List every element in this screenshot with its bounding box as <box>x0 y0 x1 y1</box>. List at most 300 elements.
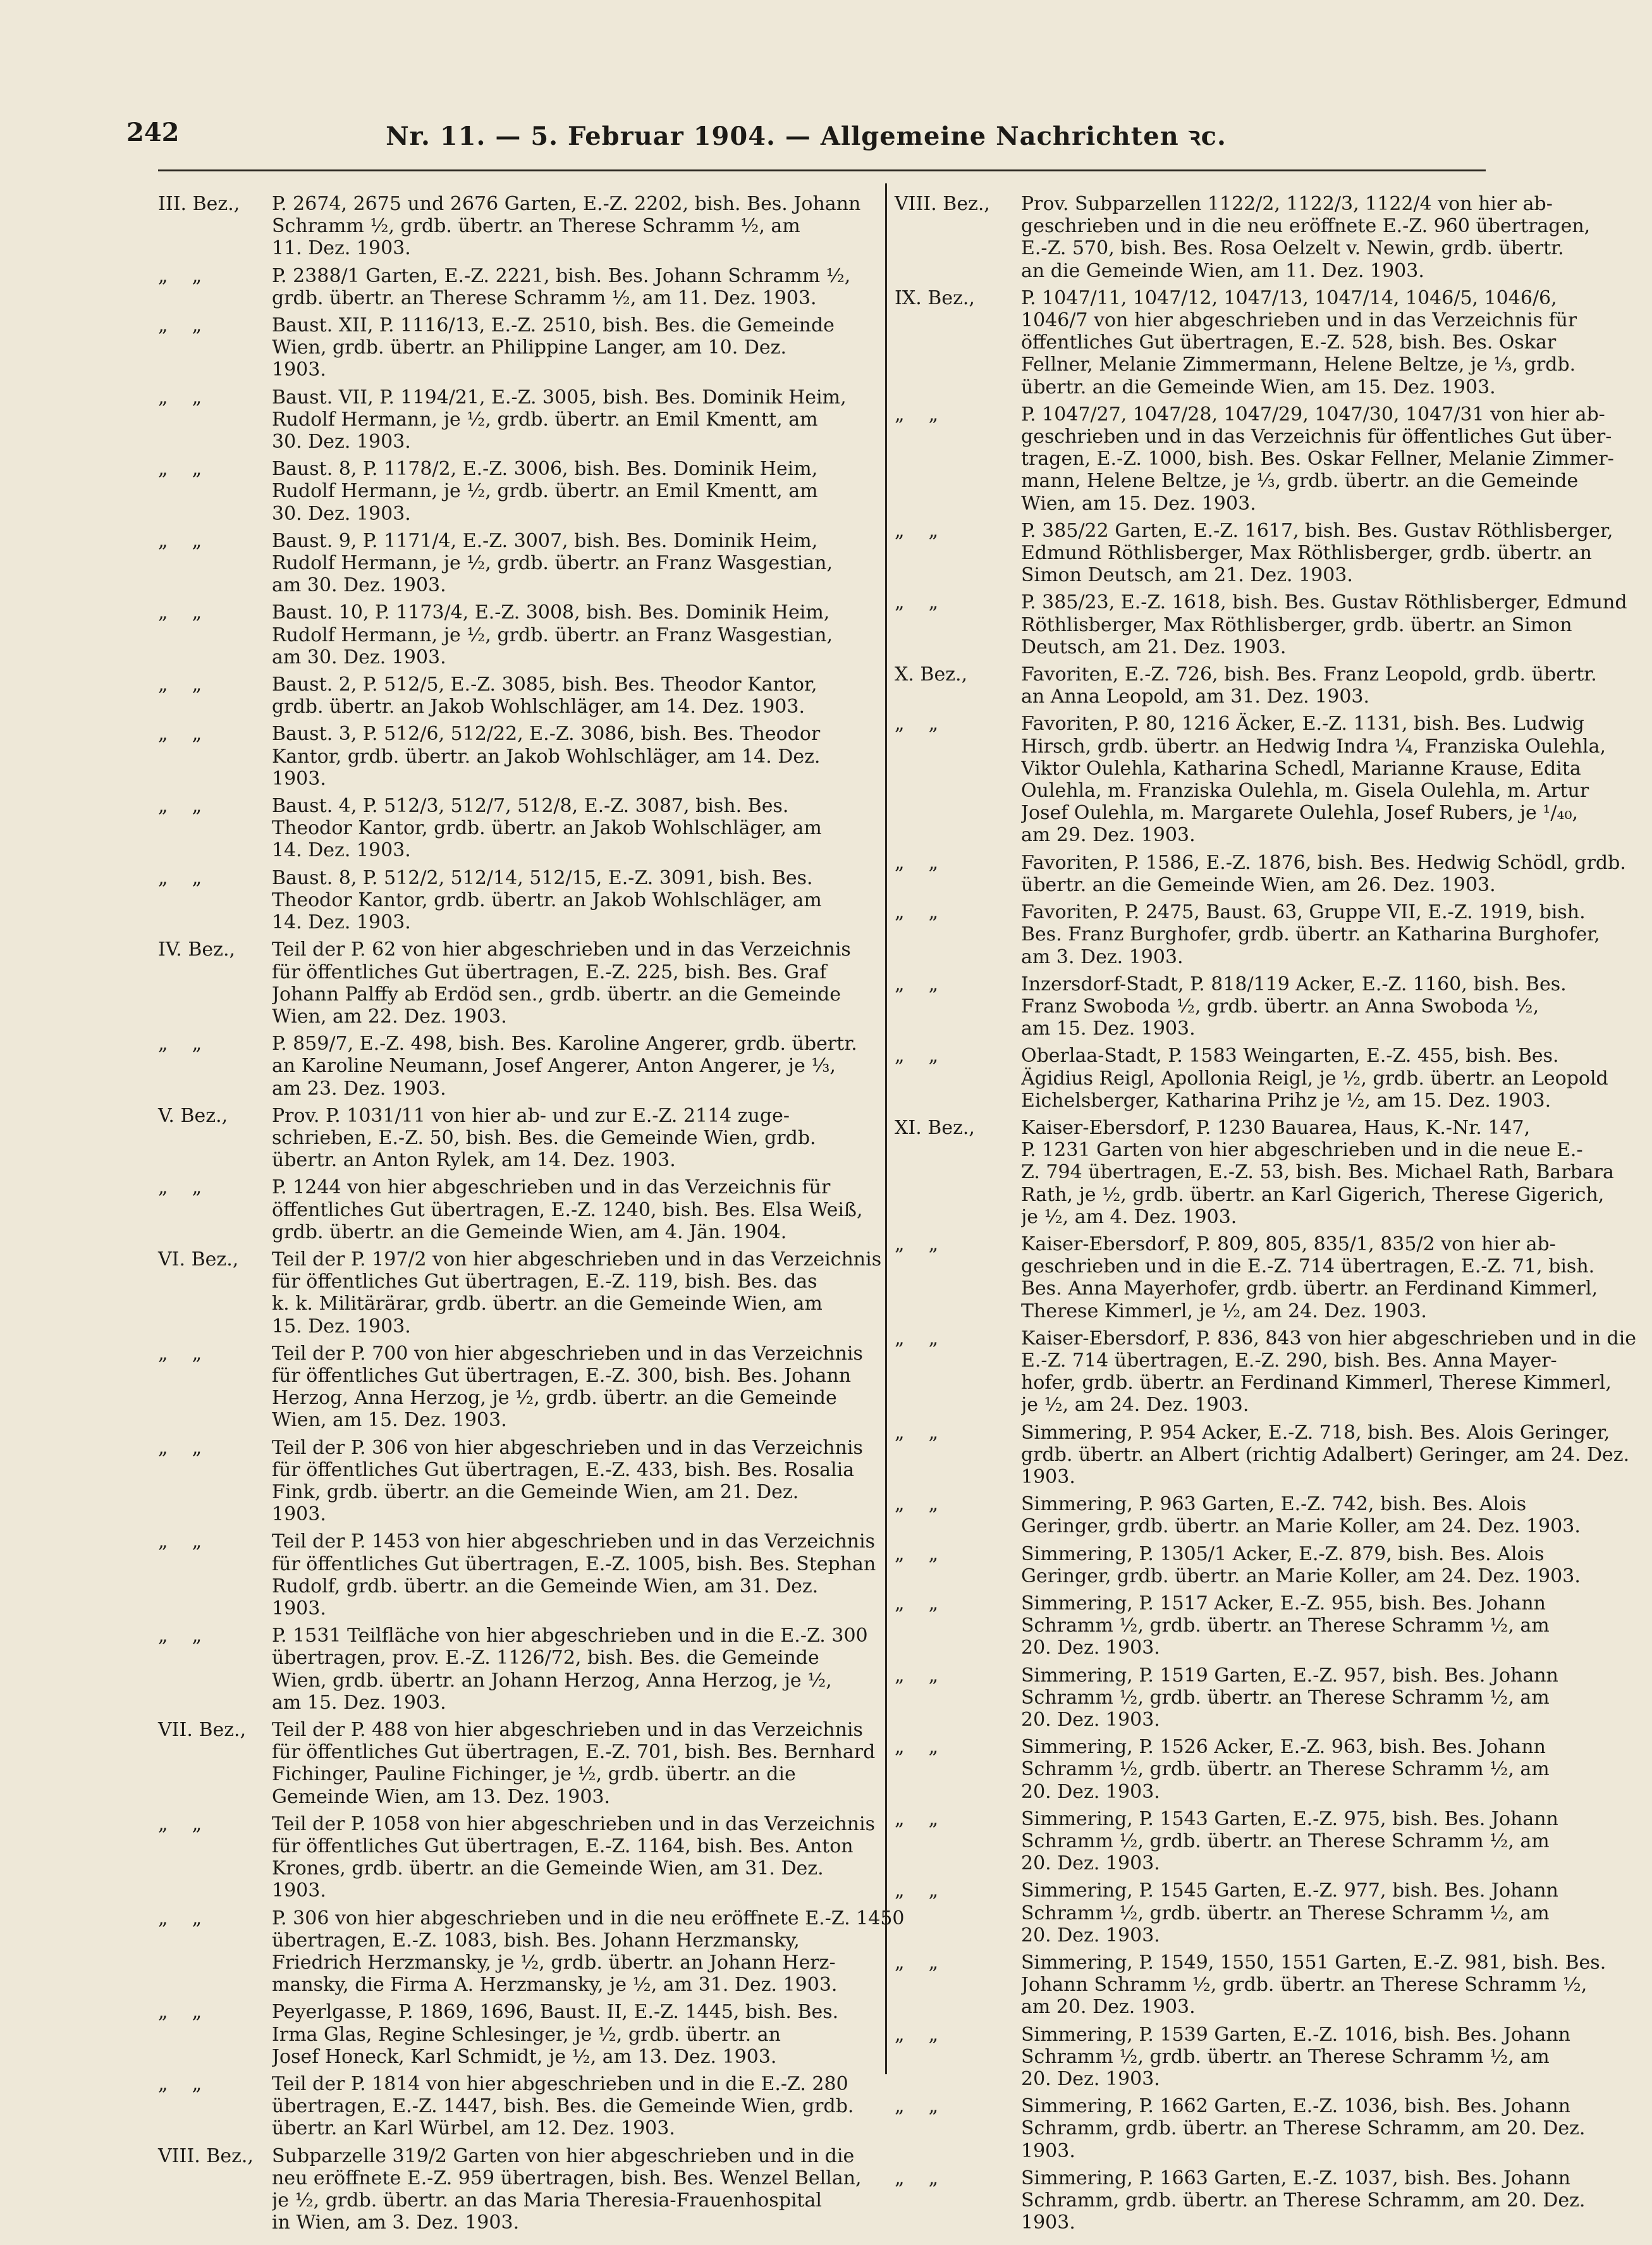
entry-line: Rudolf Hermann, je ½, grdb. übertr. an Franz Wasgestian, <box>272 624 833 646</box>
header-rule <box>158 169 1486 171</box>
entry-line: je ½, am 4. Dez. 1903. <box>1021 1205 1237 1228</box>
district-label: „ „ <box>158 1625 202 1647</box>
entry-text <box>1021 2095 1585 2162</box>
district-label: „ „ <box>895 1493 939 1516</box>
page-number: 242 <box>126 118 180 147</box>
register-entry <box>158 601 872 668</box>
entry-line: Eichelsberger, Katharina Prihz je ½, am 15. Dez. 1903. <box>1021 1089 1551 1112</box>
entry-line: 15. Dez. 1903. <box>272 1315 411 1338</box>
entry-text <box>272 723 872 790</box>
register-entry <box>158 265 872 309</box>
entry-line: Wien, am 22. Dez. 1903. <box>272 1005 507 1028</box>
district-label: „ „ <box>158 1436 202 1459</box>
entry-line: Baust. XII, P. 1116/13, E.-Z. 2510, bish. Bes. die Gemeinde <box>272 314 835 337</box>
entry-line: für öffentliches Gut übertragen, E.-Z. 300, bish. Bes. Johann <box>272 1364 852 1387</box>
entry-line: Schramm, grdb. übertr. an Therese Schramm, am 20. Dez. <box>1021 2117 1586 2140</box>
entry-line: Simmering, P. 1539 Garten, E.-Z. 1016, bish. Bes. Johann <box>1021 2023 1570 2046</box>
district-label: „ „ <box>158 674 202 696</box>
register-entry <box>895 2167 1586 2234</box>
district-label: „ „ <box>158 2073 202 2096</box>
entry-line: Geringer, grdb. übertr. an Marie Koller, am 24. Dez. 1903. <box>1021 1515 1581 1538</box>
entry-line: Schramm, grdb. übertr. an Therese Schramm, am 20. Dez. <box>1021 2189 1586 2212</box>
entry-line: Hirsch, grdb. übertr. an Hedwig Indra ¼, Franziska Oulehla, <box>1021 735 1606 758</box>
register-entry <box>895 1807 1558 1875</box>
district-label: „ „ <box>895 591 939 614</box>
entry-line: Bes. Anna Mayerhofer, grdb. übertr. an Ferdinand Kimmerl, <box>1021 1277 1598 1300</box>
entry-line: 14. Dez. 1903. <box>272 839 411 862</box>
register-entry <box>158 2073 872 2140</box>
register-entry <box>895 901 1600 968</box>
entry-line: Schramm ½, grdb. übertr. an Therese Schramm ½, am <box>1021 1902 1550 1924</box>
register-entry <box>895 2023 1570 2091</box>
entry-line: Teil der P. 197/2 von hier abgeschrieben und in das Verzeichnis <box>272 1248 882 1270</box>
entry-text <box>1021 1543 1581 1587</box>
entry-line: grdb. übertr. an die Gemeinde Wien, am 4. Jän. 1904. <box>272 1221 787 1243</box>
register-entry <box>895 591 1627 658</box>
entry-text <box>272 674 872 718</box>
register-entry <box>158 530 872 597</box>
entry-line: neu eröffnete E.-Z. 959 übertragen, bish. Bes. Wenzel Bellan, <box>272 2167 862 2189</box>
column-divider <box>885 183 887 2074</box>
entry-line: 20. Dez. 1903. <box>1021 1709 1160 1731</box>
entry-line: Herzog, Anna Herzog, je ½, grdb. übertr. an die Gemeinde <box>272 1387 837 1410</box>
entry-text <box>1021 1493 1581 1537</box>
district-label: „ „ <box>895 1664 939 1687</box>
entry-line: Rudolf Hermann, je ½, grdb. übertr. an Emil Kmentt, am <box>272 408 818 431</box>
entry-line: Irma Glas, Regine Schlesinger, je ½, grdb. übertr. an <box>272 2023 781 2046</box>
left-column <box>158 193 905 2239</box>
district-label: VI. Bez., <box>158 1248 239 1270</box>
entry-line: übertr. an Anton Rylek, am 14. Dez. 1903. <box>272 1149 676 1172</box>
entry-line: Kaiser-Ebersdorf, P. 809, 805, 835/1, 835/2 von hier ab- <box>1021 1233 1556 1255</box>
entry-line: Edmund Röthlisberger, Max Röthlisberger, grdb. übertr. an <box>1021 542 1592 565</box>
entry-line: je ½, am 24. Dez. 1903. <box>1021 1394 1249 1417</box>
register-entry <box>895 1421 1630 1489</box>
entry-text <box>1021 663 1597 708</box>
entry-line: für öffentliches Gut übertragen, E.-Z. 1164, bish. Bes. Anton <box>272 1835 854 1858</box>
entry-text <box>1021 1952 1606 2019</box>
entry-line: Inzersdorf-Stadt, P. 818/119 Acker, E.-Z. 1160, bish. Bes. <box>1021 973 1567 995</box>
district-label: „ „ <box>895 1952 939 1974</box>
entry-line: 1046/7 von hier abgeschrieben und in das Verzeichnis für <box>1021 309 1577 332</box>
entry-text <box>272 1625 872 1714</box>
register-entry <box>895 1233 1598 1322</box>
entry-line: geschrieben und in die E.-Z. 714 übertragen, E.-Z. 71, bish. <box>1021 1255 1595 1278</box>
entry-line: P. 385/22 Garten, E.-Z. 1617, bish. Bes. Gustav Röthlisberger, <box>1021 519 1613 542</box>
entry-line: P. 1047/11, 1047/12, 1047/13, 1047/14, 1046/5, 1046/6, <box>1021 286 1557 309</box>
entry-line: Gemeinde Wien, am 13. Dez. 1903. <box>272 1785 611 1808</box>
entry-text <box>1021 1664 1558 1731</box>
district-label: VII. Bez., <box>158 1719 247 1741</box>
register-entry <box>895 2095 1586 2162</box>
district-label: „ „ <box>158 601 202 624</box>
entry-line: tragen, E.-Z. 1000, bish. Bes. Oskar Fellner, Melanie Zimmer- <box>1021 448 1614 471</box>
running-title: Nr. 11. — 5. Februar 1904. — Allgemeine Nachrichten ꝛc. <box>386 121 1227 151</box>
entry-line: P. 2674, 2675 und 2676 Garten, E.-Z. 2202, bish. Bes. Johann <box>272 193 861 215</box>
entry-line: am 20. Dez. 1903. <box>1021 1996 1196 2019</box>
district-label: „ „ <box>895 1592 939 1615</box>
entry-line: Baust. 4, P. 512/3, 512/7, 512/8, E.-Z. 3087, bish. Bes. <box>272 795 789 818</box>
register-entry <box>895 713 1606 847</box>
entry-line: Teil der P. 306 von hier abgeschrieben und in das Verzeichnis <box>272 1436 863 1459</box>
entry-line: Oberlaa-Stadt, P. 1583 Weingarten, E.-Z. 455, bish. Bes. <box>1021 1045 1559 1067</box>
entry-line: grdb. übertr. an Therese Schramm ½, am 11. Dez. 1903. <box>272 286 817 309</box>
entry-line: Josef Honeck, Karl Schmidt, je ½, am 13. Dez. 1903. <box>272 2045 777 2068</box>
entry-line: 1903. <box>1021 2211 1075 2234</box>
district-label: „ „ <box>158 1342 202 1365</box>
district-label: „ „ <box>158 723 202 746</box>
entry-line: 1903. <box>272 1503 326 1526</box>
entry-line: Baust. 2, P. 512/5, E.-Z. 3085, bish. Bes. Theodor Kantor, <box>272 674 817 696</box>
entry-line: 1903. <box>272 1597 326 1620</box>
entry-line: Simmering, P. 1545 Garten, E.-Z. 977, bish. Bes. Johann <box>1021 1879 1558 1902</box>
district-label: „ „ <box>158 529 202 552</box>
entry-text <box>272 2001 872 2068</box>
entry-line: für öffentliches Gut übertragen, E.-Z. 119, bish. Bes. das <box>272 1270 817 1293</box>
entry-line: Simmering, P. 1663 Garten, E.-Z. 1037, bish. Bes. Johann <box>1021 2167 1570 2189</box>
entry-line: Simon Deutsch, am 21. Dez. 1903. <box>1021 564 1353 587</box>
entry-line: Johann Schramm ½, grdb. übertr. an Therese Schramm ½, <box>1021 1974 1588 1996</box>
district-label: „ „ <box>895 1327 939 1350</box>
district-label: „ „ <box>895 2095 939 2118</box>
register-entry <box>895 403 1614 515</box>
entry-line: Z. 794 übertragen, E.-Z. 53, bish. Bes. Michael Rath, Barbara <box>1021 1161 1614 1184</box>
register-entry <box>158 1625 872 1714</box>
district-label: „ „ <box>895 1879 939 1902</box>
entry-text <box>272 1813 875 1902</box>
district-label: „ „ <box>895 973 939 995</box>
entry-text <box>1021 1045 1608 1112</box>
entry-line: Simmering, P. 954 Acker, E.-Z. 718, bish. Bes. Alois Geringer, <box>1021 1421 1610 1444</box>
entry-text <box>272 601 872 668</box>
register-entry <box>895 851 1626 896</box>
entry-text <box>272 1530 876 1620</box>
district-label: „ „ <box>895 1736 939 1759</box>
register-entry <box>158 795 872 862</box>
entry-line: Prov. P. 1031/11 von hier ab- und zur E.-Z. 2114 zuge- <box>272 1104 790 1127</box>
entry-line: E.-Z. 714 übertragen, E.-Z. 290, bish. Bes. Anna Mayer- <box>1021 1349 1557 1372</box>
entry-line: Schramm ½, grdb. übertr. an Therese Schramm ½, am <box>272 215 800 238</box>
entry-line: Theodor Kantor, grdb. übertr. an Jakob Wohlschläger, am <box>272 889 822 911</box>
entry-line: Wien, grdb. übertr. an Johann Herzog, Anna Herzog, je ½, <box>272 1669 832 1692</box>
entry-line: übertragen, E.-Z. 1083, bish. Bes. Johann Herzmansky, <box>272 1929 800 1952</box>
entry-line: 20. Dez. 1903. <box>1021 1924 1160 1947</box>
entry-line: Teil der P. 1814 von hier abgeschrieben und in die E.-Z. 280 <box>272 2073 848 2096</box>
district-label: „ „ <box>895 713 939 735</box>
entry-line: P. 2388/1 Garten, E.-Z. 2221, bish. Bes. Johann Schramm ½, <box>272 264 851 287</box>
entry-line: öffentliches Gut übertragen, E.-Z. 1240, bish. Bes. Elsa Weiß, <box>272 1198 863 1221</box>
entry-line: P. 1244 von hier abgeschrieben und in das Verzeichnis für <box>272 1176 831 1199</box>
entry-line: Schramm ½, grdb. übertr. an Therese Schramm ½, am <box>1021 1615 1550 1637</box>
district-label: „ „ <box>158 1812 202 1835</box>
register-entry <box>895 1045 1608 1112</box>
entry-line: Schramm ½, grdb. übertr. an Therese Schramm ½, am <box>1021 1758 1550 1781</box>
district-label: „ „ <box>158 264 202 287</box>
entry-line: am 15. Dez. 1903. <box>272 1691 446 1714</box>
entry-text <box>272 1105 872 1172</box>
district-label: „ „ <box>895 901 939 924</box>
entry-line: für öffentliches Gut übertragen, E.-Z. 1005, bish. Bes. Stephan <box>272 1553 876 1575</box>
entry-line: übertragen, prov. E.-Z. 1126/72, bish. Bes. die Gemeinde <box>272 1647 819 1670</box>
entry-line: Simmering, P. 963 Garten, E.-Z. 742, bish. Bes. Alois <box>1021 1493 1527 1516</box>
entry-text <box>272 2145 872 2234</box>
entry-line: Rudolf Hermann, je ½, grdb. übertr. an Emil Kmentt, am <box>272 480 818 503</box>
entry-text <box>272 314 872 381</box>
entry-line: Teil der P. 700 von hier abgeschrieben und in das Verzeichnis <box>272 1342 863 1365</box>
entry-line: Geringer, grdb. übertr. an Marie Koller, am 24. Dez. 1903. <box>1021 1565 1581 1587</box>
district-label: „ „ <box>895 519 939 542</box>
entry-line: Teil der P. 488 von hier abgeschrieben und in das Verzeichnis <box>272 1719 863 1741</box>
entry-line: am 29. Dez. 1903. <box>1021 824 1196 847</box>
entry-line: schrieben, E.-Z. 50, bish. Bes. die Gemeinde Wien, grdb. <box>272 1126 816 1149</box>
register-entry <box>895 1327 1637 1417</box>
entry-text <box>1021 1327 1636 1417</box>
district-label: III. Bez., <box>158 193 240 215</box>
entry-text <box>1021 520 1613 587</box>
entry-line: Favoriten, E.-Z. 726, bish. Bes. Franz Leopold, grdb. übertr. <box>1021 663 1597 686</box>
entry-line: 30. Dez. 1903. <box>272 431 411 453</box>
entry-text <box>272 1437 872 1526</box>
district-label: „ „ <box>895 2023 939 2046</box>
register-entry <box>158 1105 872 1172</box>
district-label: „ „ <box>158 1176 202 1199</box>
entry-line: am 3. Dez. 1903. <box>1021 945 1184 968</box>
entry-line: 20. Dez. 1903. <box>1021 1852 1160 1875</box>
register-entry <box>158 193 872 260</box>
entry-line: Baust. 10, P. 1173/4, E.-Z. 3008, bish. Bes. Dominik Heim, <box>272 601 830 624</box>
entry-line: Simmering, P. 1305/1 Acker, E.-Z. 879, bish. Bes. Alois <box>1021 1542 1545 1565</box>
entry-line: am 30. Dez. 1903. <box>272 646 446 668</box>
district-label: „ „ <box>895 1542 939 1565</box>
entry-text <box>272 938 872 1028</box>
entry-line: Therese Kimmerl, je ½, am 24. Dez. 1903. <box>1021 1300 1427 1322</box>
entry-line: 1903. <box>1021 1465 1075 1488</box>
district-label: „ „ <box>158 458 202 481</box>
entry-line: P. 385/23, E.-Z. 1618, bish. Bes. Gustav Röthlisberger, Edmund <box>1021 591 1627 614</box>
entry-line: für öffentliches Gut übertragen, E.-Z. 701, bish. Bes. Bernhard <box>272 1741 876 1764</box>
entry-text <box>272 1033 872 1100</box>
district-label: „ „ <box>895 1421 939 1444</box>
entry-text <box>1021 1736 1550 1803</box>
entry-line: an die Gemeinde Wien, am 11. Dez. 1903. <box>1021 259 1424 282</box>
entry-line: 1903. <box>1021 2139 1075 2162</box>
entry-text <box>1021 973 1567 1040</box>
entry-text <box>272 1719 875 1808</box>
entry-text <box>272 386 872 453</box>
entry-line: Kantor, grdb. übertr. an Jakob Wohlschläger, am 14. Dez. <box>272 745 821 768</box>
entry-text <box>272 1248 881 1338</box>
entry-line: Fellner, Melanie Zimmermann, Helene Beltze, je ⅓, grdb. <box>1021 354 1576 376</box>
entry-line: für öffentliches Gut übertragen, E.-Z. 225, bish. Bes. Graf <box>272 961 827 983</box>
register-entry <box>158 1176 872 1243</box>
entry-line: Röthlisberger, Max Röthlisberger, grdb. übertr. an Simon <box>1021 613 1572 636</box>
entry-line: Simmering, P. 1549, 1550, 1551 Garten, E.-Z. 981, bish. Bes. <box>1021 1952 1606 1974</box>
entry-line: Kaiser-Ebersdorf, P. 1230 Bauarea, Haus, K.-Nr. 147, <box>1021 1116 1531 1139</box>
register-entry <box>158 386 872 453</box>
district-label: „ „ <box>895 851 939 874</box>
entry-line: Favoriten, P. 2475, Baust. 63, Gruppe VII, E.-Z. 1919, bish. <box>1021 901 1586 924</box>
entry-text <box>1021 901 1600 968</box>
district-label: „ „ <box>895 2167 939 2189</box>
entry-line: Viktor Oulehla, Katharina Schedl, Marianne Krause, Edita <box>1021 757 1581 780</box>
entry-line: Rudolf, grdb. übertr. an die Gemeinde Wien, am 31. Dez. <box>272 1575 819 1597</box>
district-label: „ „ <box>158 386 202 409</box>
entry-line: P. 1047/27, 1047/28, 1047/29, 1047/30, 1047/31 von hier ab- <box>1021 403 1605 426</box>
entry-text <box>1021 852 1626 896</box>
entry-line: Rudolf Hermann, je ½, grdb. übertr. an Franz Wasgestian, <box>272 552 833 575</box>
entry-line: geschrieben und in das Verzeichnis für öffentliches Gut über- <box>1021 426 1612 448</box>
entry-line: 1903. <box>272 359 326 381</box>
register-entry <box>158 2001 872 2068</box>
register-entry <box>158 1812 875 1902</box>
entry-line: Schramm ½, grdb. übertr. an Therese Schramm ½, am <box>1021 2045 1550 2068</box>
entry-text <box>1021 193 1590 282</box>
entry-text <box>1021 1117 1614 1228</box>
entry-line: P. 859/7, E.-Z. 498, bish. Bes. Karoline Angerer, grdb. übertr. <box>272 1033 857 1055</box>
register-entry <box>158 2145 872 2234</box>
right-column <box>895 193 1637 2239</box>
entry-text <box>1021 1422 1629 1489</box>
entry-line: Schramm ½, grdb. übertr. an Therese Schramm ½, am <box>1021 1686 1550 1709</box>
district-label: IX. Bez., <box>895 286 975 309</box>
entry-line: grdb. übertr. an Albert (richtig Adalbert) Geringer, am 24. Dez. <box>1021 1443 1630 1466</box>
entry-line: öffentliches Gut übertragen, E.-Z. 528, bish. Bes. Oskar <box>1021 331 1557 354</box>
entry-line: 20. Dez. 1903. <box>1021 2068 1160 2091</box>
entry-text <box>1021 1233 1598 1322</box>
entry-line: Schramm ½, grdb. übertr. an Therese Schramm ½, am <box>1021 1830 1550 1853</box>
entry-line: Teil der P. 62 von hier abgeschrieben und in das Verzeichnis <box>272 938 851 961</box>
district-label: „ „ <box>158 795 202 818</box>
entry-line: Rath, je ½, grdb. übertr. an Karl Gigerich, Therese Gigerich, <box>1021 1183 1605 1206</box>
entry-text <box>272 530 872 597</box>
register-entry <box>895 1952 1606 2019</box>
entry-line: Subparzelle 319/2 Garten von hier abgeschrieben und in die <box>272 2144 855 2167</box>
register-entry <box>895 663 1597 708</box>
entry-line: Simmering, P. 1662 Garten, E.-Z. 1036, bish. Bes. Johann <box>1021 2095 1570 2118</box>
entry-line: Bes. Franz Burghofer, grdb. übertr. an Katharina Burghofer, <box>1021 923 1600 946</box>
entry-line: Wien, grdb. übertr. an Philippine Langer, am 10. Dez. <box>272 336 786 359</box>
register-entry <box>895 1879 1558 1947</box>
entry-line: Baust. 8, P. 1178/2, E.-Z. 3006, bish. Bes. Dominik Heim, <box>272 458 818 481</box>
register-entry <box>158 1907 905 1996</box>
entry-text <box>272 2073 872 2140</box>
entry-line: am 30. Dez. 1903. <box>272 574 446 597</box>
entry-line: Favoriten, P. 1586, E.-Z. 1876, bish. Bes. Hedwig Schödl, grdb. <box>1021 851 1626 874</box>
district-label: „ „ <box>895 1045 939 1067</box>
entry-line: für öffentliches Gut übertragen, E.-Z. 433, bish. Bes. Rosalia <box>272 1458 855 1481</box>
entry-line: Friedrich Herzmansky, je ½, grdb. übertr. an Johann Herz- <box>272 1952 836 1974</box>
district-label: V. Bez., <box>158 1104 228 1127</box>
entry-line: Baust. VII, P. 1194/21, E.-Z. 3005, bish. Bes. Dominik Heim, <box>272 386 847 409</box>
register-entry <box>895 1542 1581 1587</box>
district-label: VIII. Bez., <box>895 193 990 215</box>
register-entry <box>158 458 872 525</box>
district-label: „ „ <box>158 866 202 889</box>
entry-text <box>1021 403 1614 515</box>
register-entry <box>158 674 872 718</box>
entry-line: am 15. Dez. 1903. <box>1021 1018 1196 1040</box>
register-entry <box>895 1116 1614 1228</box>
entry-line: Krones, grdb. übertr. an die Gemeinde Wien, am 31. Dez. <box>272 1857 824 1880</box>
entry-line: Simmering, P. 1519 Garten, E.-Z. 957, bish. Bes. Johann <box>1021 1664 1558 1687</box>
entry-line: Simmering, P. 1517 Acker, E.-Z. 955, bish. Bes. Johann <box>1021 1592 1546 1615</box>
entry-line: Simmering, P. 1543 Garten, E.-Z. 975, bish. Bes. Johann <box>1021 1807 1558 1830</box>
register-entry <box>158 938 872 1028</box>
entry-line: mansky, die Firma A. Herzmansky, je ½, am 31. Dez. 1903. <box>272 1974 838 1996</box>
page-header <box>126 118 1486 156</box>
entry-line: Ägidius Reigl, Apollonia Reigl, je ½, grdb. übertr. an Leopold <box>1021 1067 1608 1090</box>
district-label: XI. Bez., <box>895 1116 975 1139</box>
entry-line: Favoriten, P. 80, 1216 Äcker, E.-Z. 1131, bish. Bes. Ludwig <box>1021 713 1584 735</box>
entry-line: k. k. Militärärar, grdb. übertr. an die Gemeinde Wien, am <box>272 1293 823 1315</box>
entry-line: 30. Dez. 1903. <box>272 502 411 525</box>
entry-line: Deutsch, am 21. Dez. 1903. <box>1021 636 1287 658</box>
entry-line: 1903. <box>272 1879 326 1902</box>
entry-text <box>272 458 872 525</box>
entry-line: Wien, am 15. Dez. 1903. <box>1021 492 1256 515</box>
entry-line: Theodor Kantor, grdb. übertr. an Jakob Wohlschläger, am <box>272 817 822 840</box>
register-entry <box>158 314 872 381</box>
entry-line: Teil der P. 1453 von hier abgeschrieben und in das Verzeichnis <box>272 1530 875 1553</box>
register-entry <box>895 519 1613 587</box>
register-entry <box>895 1664 1558 1731</box>
entry-line: übertr. an Karl Würbel, am 12. Dez. 1903. <box>272 2117 675 2140</box>
district-label: VIII. Bez., <box>158 2144 254 2167</box>
district-label: X. Bez., <box>895 663 968 686</box>
entry-line: Oulehla, m. Franziska Oulehla, m. Gisela Oulehla, m. Artur <box>1021 780 1589 803</box>
entry-line: übertr. an die Gemeinde Wien, am 26. Dez. 1903. <box>1021 873 1496 896</box>
entry-line: übertragen, E.-Z. 1447, bish. Bes. die Gemeinde Wien, grdb. <box>272 2095 854 2118</box>
entry-text <box>1021 2024 1570 2091</box>
entry-text <box>272 265 872 309</box>
entry-text <box>272 1176 872 1243</box>
entry-text <box>1021 1592 1550 1659</box>
register-entry <box>895 193 1591 282</box>
entry-line: P. 1531 Teilfläche von hier abgeschrieben und in die E.-Z. 300 <box>272 1625 868 1647</box>
entry-line: je ½, grdb. übertr. an das Maria Theresia-Frauenhospital <box>272 2189 823 2212</box>
entry-line: 20. Dez. 1903. <box>1021 1780 1160 1803</box>
entry-text <box>272 193 872 260</box>
entry-line: geschrieben und in die neu eröffnete E.-Z. 960 übertragen, <box>1021 215 1591 238</box>
entry-line: mann, Helene Beltze, je ⅓, grdb. übertr. an die Gemeinde <box>1021 470 1579 493</box>
entry-text <box>1021 1808 1558 1875</box>
entry-line: P. 306 von hier abgeschrieben und in die neu eröffnete E.-Z. 1450 <box>272 1907 905 1929</box>
register-entry <box>895 286 1577 398</box>
entry-line: Wien, am 15. Dez. 1903. <box>272 1409 507 1432</box>
register-entry <box>158 723 872 790</box>
entry-line: 1903. <box>272 767 326 790</box>
register-entry <box>158 1343 872 1432</box>
district-label: „ „ <box>895 1807 939 1830</box>
entry-line: Franz Swoboda ½, grdb. übertr. an Anna Swoboda ½, <box>1021 995 1539 1018</box>
entry-line: 11. Dez. 1903. <box>272 237 411 260</box>
entry-text <box>272 795 872 862</box>
entry-line: am 23. Dez. 1903. <box>272 1077 446 1100</box>
entry-line: E.-Z. 570, bish. Bes. Rosa Oelzelt v. Newin, grdb. übertr. <box>1021 237 1564 260</box>
register-entry <box>895 1592 1550 1659</box>
entry-text <box>272 1343 872 1432</box>
entry-line: in Wien, am 3. Dez. 1903. <box>272 2211 520 2234</box>
entry-line: Fink, grdb. übertr. an die Gemeinde Wien, am 21. Dez. <box>272 1480 799 1503</box>
register-entry <box>158 1437 872 1526</box>
entry-text <box>272 1907 905 1996</box>
district-label: „ „ <box>158 1530 202 1553</box>
entry-line: grdb. übertr. an Jakob Wohlschläger, am 14. Dez. 1903. <box>272 696 805 718</box>
entry-line: Johann Palffy ab Erdöd sen., grdb. übertr. an die Gemeinde <box>272 983 841 1006</box>
register-entry <box>895 1493 1581 1538</box>
entry-line: Baust. 3, P. 512/6, 512/22, E.-Z. 3086, bish. Bes. Theodor <box>272 723 821 746</box>
district-label: „ „ <box>895 1233 939 1255</box>
